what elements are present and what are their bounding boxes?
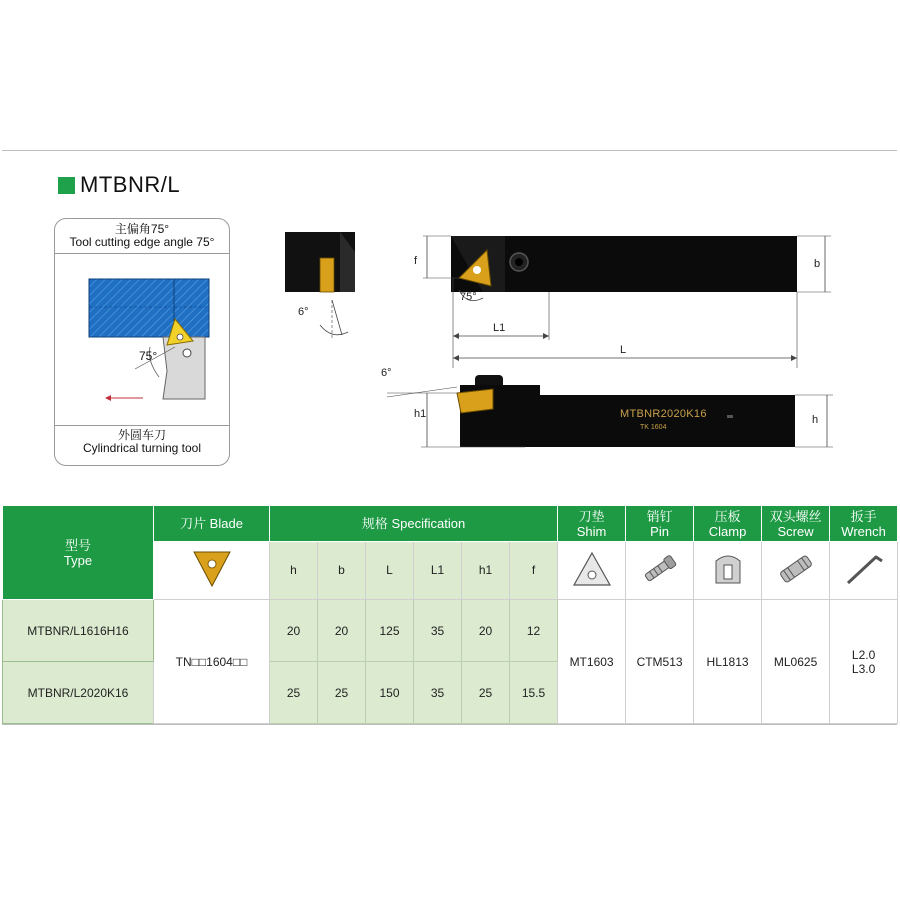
angle-caption-bottom — [55, 429, 229, 455]
value-cell: 25 — [270, 662, 318, 724]
shim-icon — [570, 549, 614, 589]
wrench-header-cn: 扳手 — [850, 508, 877, 524]
value-cell: 20 — [318, 600, 366, 662]
screw-header — [762, 506, 830, 542]
tool-marking: MTBNR2020K16 — [620, 408, 707, 420]
blade-cell: TN□□1604□□ — [154, 600, 270, 724]
value-cell: 125 — [366, 600, 414, 662]
table-row — [3, 600, 898, 662]
spec-col-f: f — [510, 542, 558, 600]
value-cell: 20 — [462, 600, 510, 662]
side-view-body — [525, 395, 795, 447]
label-h1: h1 — [414, 408, 427, 420]
workpiece-shape — [89, 279, 209, 337]
blade-header: 刀片 Blade — [154, 506, 270, 542]
tool-stamp: TK 1604 — [640, 424, 667, 431]
spec-header: 规格 Specification — [270, 506, 558, 542]
label-L1: L1 — [493, 322, 506, 334]
tool-holder-shape — [163, 337, 205, 399]
angle-diagram-card — [54, 218, 230, 466]
side-angle-label: 6° — [381, 367, 392, 379]
clamp-icon — [706, 549, 750, 589]
card-divider-bottom — [55, 425, 229, 426]
type-header — [3, 506, 154, 600]
spec-col-L1: L1 — [414, 542, 462, 600]
clamp-header — [694, 506, 762, 542]
clamp-cell: HL1813 — [694, 600, 762, 724]
shim-cell: MT1603 — [558, 600, 626, 724]
shim-header — [558, 506, 626, 542]
angle-label: 75° — [139, 349, 158, 363]
label-b: b — [814, 258, 821, 270]
spec-col-h: h — [270, 542, 318, 600]
blade-image-cell — [154, 542, 270, 600]
wrench-header — [830, 506, 898, 542]
wrench-icon — [842, 549, 886, 589]
screw-image-cell — [762, 542, 830, 600]
tool-type-en: Cylindrical turning tool — [82, 441, 202, 455]
value-cell: 25 — [318, 662, 366, 724]
screw-header-cn: 双头螺丝 — [769, 508, 822, 524]
clamp-image-cell — [694, 542, 762, 600]
pin-image-cell — [626, 542, 694, 600]
side-view-insert — [457, 389, 493, 413]
end-view-insert — [320, 258, 334, 292]
shim-header-cn: 刀垫 — [578, 508, 605, 524]
value-cell: 35 — [414, 600, 462, 662]
pin-icon — [638, 549, 682, 589]
feed-arrow-icon — [105, 395, 111, 401]
wrench-header-en: Wrench — [841, 523, 886, 539]
title-text: MTBNR/L — [80, 172, 181, 197]
shim-header-en: Shim — [576, 523, 607, 539]
label-L: L — [620, 344, 627, 356]
model-cell: MTBNR/L2020K16 — [3, 662, 154, 724]
pin-header — [626, 506, 694, 542]
spec-col-b: b — [318, 542, 366, 600]
pin-cell: CTM513 — [626, 600, 694, 724]
header-row — [3, 506, 898, 542]
tool-type-cn: 外圆车刀 — [117, 428, 166, 442]
model-cell: MTBNR/L1616H16 — [3, 600, 154, 662]
screw-header-en: Screw — [777, 523, 814, 539]
label-f: f — [414, 255, 418, 267]
top-angle-label: 75° — [460, 291, 477, 303]
pin-header-cn: 销钉 — [646, 508, 673, 524]
value-cell: 25 — [462, 662, 510, 724]
value-cell: 35 — [414, 662, 462, 724]
clamp-header-cn: 压板 — [714, 508, 741, 524]
page-title — [58, 172, 180, 198]
spec-col-h1: h1 — [462, 542, 510, 600]
screw-cell: ML0625 — [762, 600, 830, 724]
type-header-en: Type — [63, 552, 93, 568]
wrench-cell — [830, 600, 898, 724]
angle-caption-en: Tool cutting edge angle 75° — [69, 235, 215, 249]
specification-table — [2, 505, 898, 724]
spec-col-L: L — [366, 542, 414, 600]
end-angle-label: 6° — [298, 306, 309, 318]
screw-icon — [774, 549, 818, 589]
side-view-drawing — [375, 365, 845, 460]
value-cell: 12 — [510, 600, 558, 662]
type-header-cn: 型号 — [64, 537, 91, 553]
clamp-header-en: Clamp — [708, 523, 747, 539]
label-h: h — [812, 414, 819, 426]
value-cell: 15.5 — [510, 662, 558, 724]
wrench-image-cell — [830, 542, 898, 600]
end-view-drawing — [270, 220, 380, 350]
title-bullet-icon — [58, 177, 75, 194]
insert-icon — [188, 546, 236, 592]
angle-caption-cn: 主偏角75° — [114, 222, 170, 236]
value-cell: 20 — [270, 600, 318, 662]
value-cell: 150 — [366, 662, 414, 724]
pin-header-en: Pin — [650, 523, 669, 539]
wrench-size-1: L2.0 — [851, 647, 876, 662]
shim-image-cell — [558, 542, 626, 600]
wrench-size-2: L3.0 — [851, 661, 876, 676]
